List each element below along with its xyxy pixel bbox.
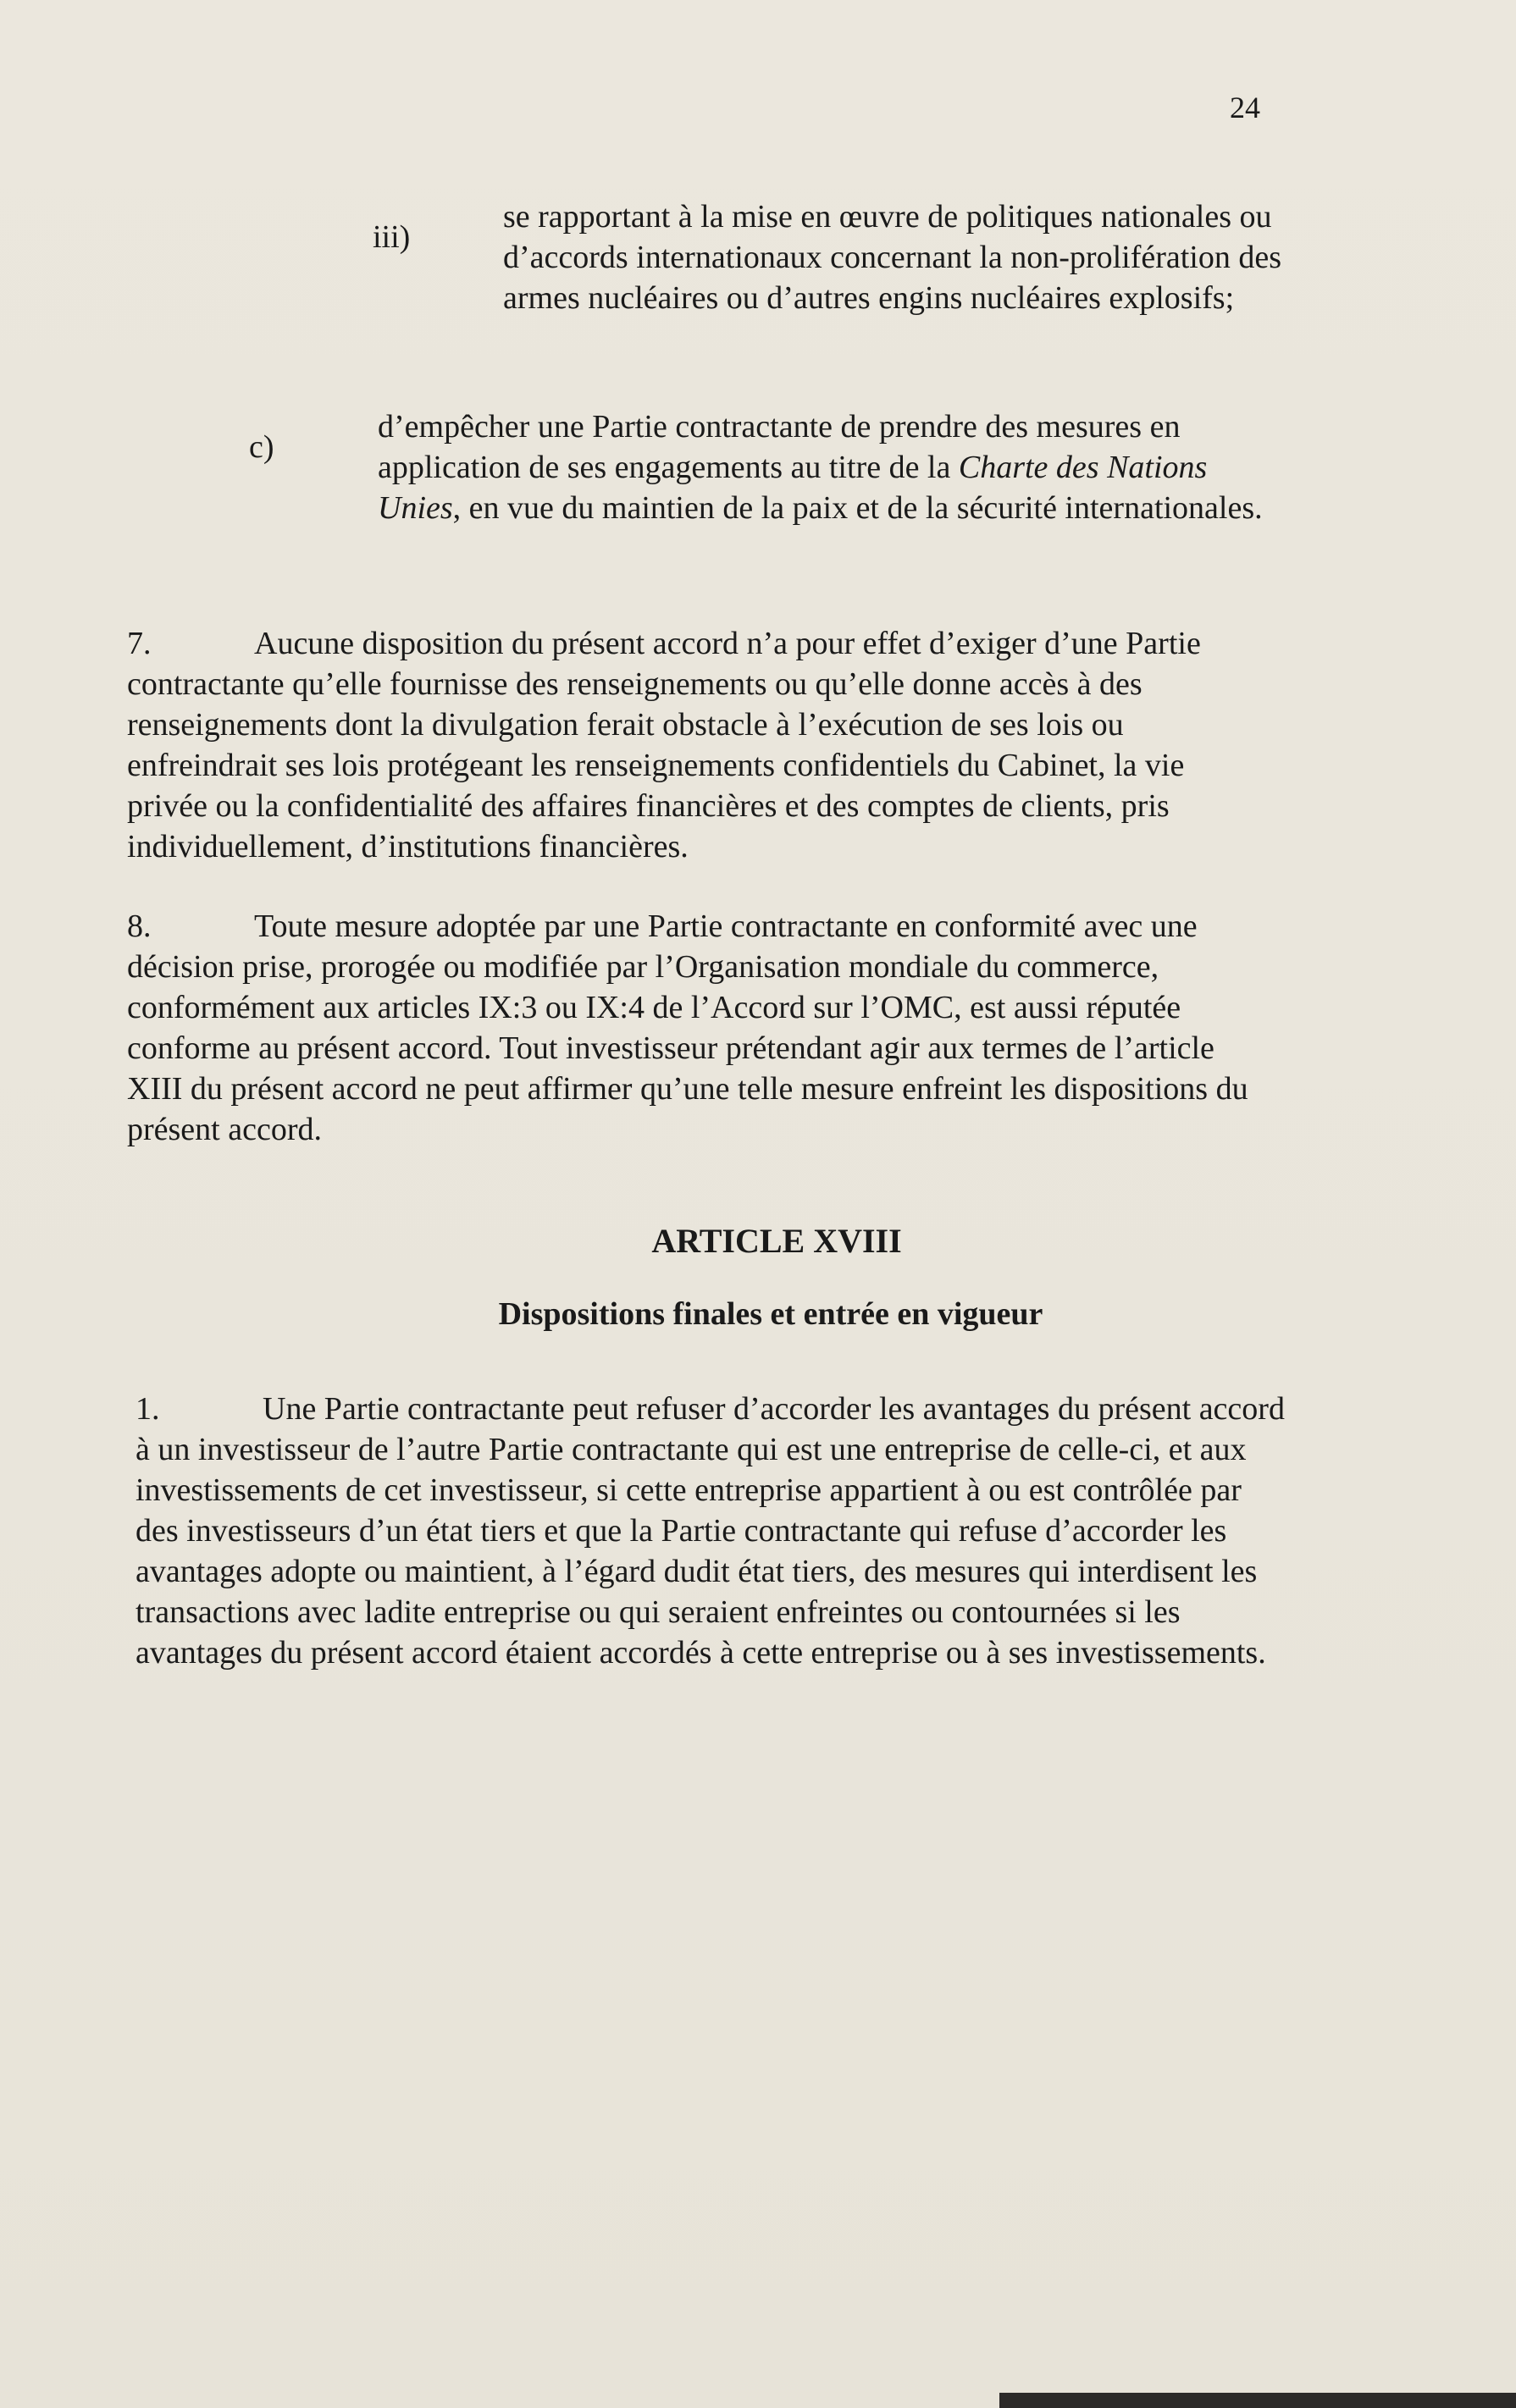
paragraph-number: 1. xyxy=(136,1391,160,1427)
paragraph-text: Une Partie contractante peut refuser d’accorder les avantages du présent accord à un investisseur de l’autre Partie contractante qui est une entreprise de celle-ci, et aux investissements de cet investisseur, si cette entreprise appartient à ou est contrôlée par des investisseurs d’un état tiers et que la Partie contractante qui refuse d’accorder les avantages adopte ou maintient, à l’égard dudit état tiers, des mesures qui interdisent les transactions avec ladite entreprise ou qui seraient enfreintes ou contournées si les avantages du présent accord étaient accordés à cette entreprise ou à ses investissements. xyxy=(136,1391,1285,1671)
page-number: 24 xyxy=(1230,91,1260,124)
list-item-label: c) xyxy=(249,429,274,465)
charter-title: Charte des Nations Unies xyxy=(378,450,1208,526)
list-item-text: d’empêcher une Partie contractante de prendre des mesures en application de ses engagements au titre de la Charte des Nations Unies, en vue du maintien de la paix et de la sécurité internationales. xyxy=(378,409,1263,526)
paragraph-1 xyxy=(136,1389,1287,1673)
paragraph-text: Aucune disposition du présent accord n’a pour effet d’exiger d’une Partie contractante qu’elle fournisse des renseignements ou qu’elle donne accès à des renseignements dont la divulgation ferait obstacle à l’exécution de ses lois ou enfreindrait ses lois protégeant les renseignements confidentiels du Cabinet, la vie privée ou la confidentialité des affaires financières et des comptes de clients, pris individuellement, d’institutions financières. xyxy=(127,626,1201,864)
paragraph-8 xyxy=(127,906,1262,1150)
paragraph-text: Toute mesure adoptée par une Partie contractante en conformité avec une décision prise, prorogée ou modifiée par l’Organisation mondiale du commerce, conformément aux articles IX:3 ou IX:4 de l’Accord sur l’OMC, est aussi réputée conforme au présent accord. Tout investisseur prétendant agir aux termes de l’article XIII du présent accord ne peut affirmer qu’une telle mesure enfreint les dispositions du présent accord. xyxy=(127,909,1248,1147)
article-subtitle: Dispositions finales et entrée en vigueur xyxy=(498,1296,1043,1332)
list-item-text: se rapportant à la mise en œuvre de politiques nationales ou d’accords internationaux concernant la non-prolifération des armes nucléaires ou d’autres engins nucléaires explosifs; xyxy=(503,199,1282,316)
scan-bottom-edge xyxy=(999,2393,1516,2408)
paragraph-number: 8. xyxy=(127,909,152,944)
paragraph-number: 7. xyxy=(127,626,152,661)
paragraph-7 xyxy=(127,623,1262,867)
article-title: ARTICLE XVIII xyxy=(651,1222,902,1260)
list-item-label: iii) xyxy=(373,219,411,255)
